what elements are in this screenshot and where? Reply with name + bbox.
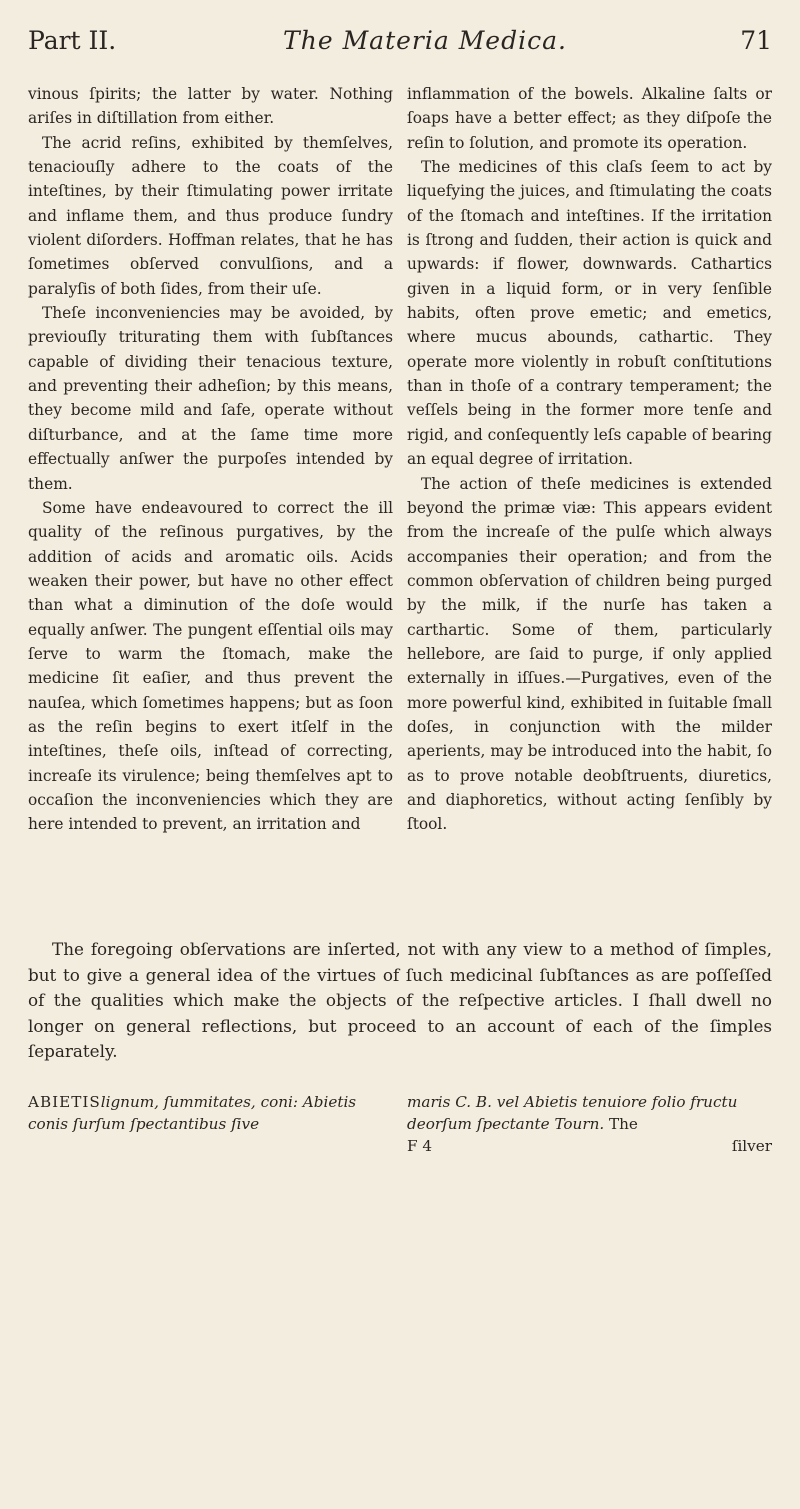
entry-right bbox=[407, 1091, 772, 1157]
right-column bbox=[407, 82, 772, 937]
entry-left bbox=[28, 1091, 393, 1157]
paragraph: The acrid reſins, exhibited by themſelves, tenaciouſly adhere to the coats of the inteſtines, by their ſtimulating power irritate and inflame them, and thus produce ſundry violent diſorders. Hoffman relates, that he has ſometimes obſerved convulſions, and a paralyſis of both ſides, from their uſe. bbox=[28, 133, 393, 298]
running-head bbox=[28, 26, 772, 76]
entry-left-text: lignum, ſummitates, coni: Abietis conis ſurſum ſpectantibus ſive bbox=[28, 1092, 357, 1133]
signature-mark: F 4 bbox=[407, 1136, 433, 1155]
paragraph: The action of theſe medicines is extended beyond the primæ viæ: This appears evident from the increaſe of the pulſe which always accompanies their operation; and from the common obſervation of children being purged by the milk, if the nurſe has taken a carthartic. Some of them, particularly hellebore, are ſaid to purge, if only applied externally in iſſues.—Purgatives, even of the more powerful kind, exhibited in ſuitable ſmall doſes, in conjunction with the milder aperients, may be introduced into the habit, ſo as to prove notable deobſtruents, diuretics, and diaphoretics, without acting ſenſibly by ſtool. bbox=[407, 474, 772, 834]
catchword: ſilver bbox=[731, 1136, 772, 1155]
paragraph: vinous ſpirits; the latter by water. Nothing ariſes in diſtillation from either. bbox=[28, 85, 393, 128]
entry-abietis bbox=[28, 1091, 772, 1157]
paragraph: Some have endeavoured to correct the ill quality of the reſinous purgatives, by the addition of acids and aromatic oils. Acids weaken their power, but have no other effect than what a diminution of the doſe would equally anſwer. The pungent eſſential oils may ſerve to warm the ſtomach, make the medicine ſit eaſier, and thus prevent the nauſea, which ſometimes happens; but as ſoon as the reſin begins to exert itſelf in the inteſtines, theſe oils, inſtead of correcting, increaſe its virulence; being themſelves apt to occaſion the inconveniencies which they are here intended to prevent, an irritation and bbox=[28, 498, 393, 834]
running-title: The Materia Medica. bbox=[283, 26, 567, 55]
closing-paragraph: The foregoing obſervations are inſerted, not with any view to a method of ſimples, but to give a general idea of the virtues of ſuch medicinal ſubſtances as are poſſeſſed of the qualities which make the objects of the reſpective articles. I ſhall dwell no longer on general reflections, but proceed to an account of each of the ſimples ſeparately. bbox=[28, 939, 772, 1062]
paragraph: The medicines of this claſs ſeem to act by liquefying the juices, and ſtimulating the coats of the ſtomach and inteſtines. If the irritation is ſtrong and ſudden, their action is quick and upwards: if flower, downwards. Cathartics given in a liquid form, or in very ſenſible habits, often prove emetic; and emetics, where mucus abounds, cathartic. They operate more violently in robuſt conſtitutions than in thoſe of a contrary temperament; the veſſels being in the former more tenſe and rigid, and conſequently leſs capable of bearing an equal degree of irritation. bbox=[407, 158, 772, 469]
left-column bbox=[28, 82, 393, 937]
paragraph: Theſe inconveniencies may be avoided, by previouſly triturating them with ſubſtances capable of dividing their tenacious texture, and preventing their adheſion; by this means, they become mild and ſafe, operate without diſturbance, and at the ſame time more effectually anſwer the purpoſes intended by them. bbox=[28, 304, 393, 493]
entry-right-text: maris C. B. vel Abietis tenuiore folio fructu deorſum ſpectante Tourn. bbox=[407, 1092, 738, 1133]
signature-line bbox=[407, 1135, 772, 1157]
entry-headword: ABIETIS bbox=[28, 1092, 101, 1111]
paragraph: inflammation of the bowels. Alkaline ſalts or ſoaps have a better effect; as they diſpoſe the reſin to ſolution, and promote its operation. bbox=[407, 85, 772, 152]
page-number: 71 bbox=[740, 26, 772, 55]
entry-catchword: The bbox=[609, 1114, 638, 1133]
two-column-body bbox=[28, 82, 772, 937]
part-label: Part II. bbox=[28, 26, 117, 55]
